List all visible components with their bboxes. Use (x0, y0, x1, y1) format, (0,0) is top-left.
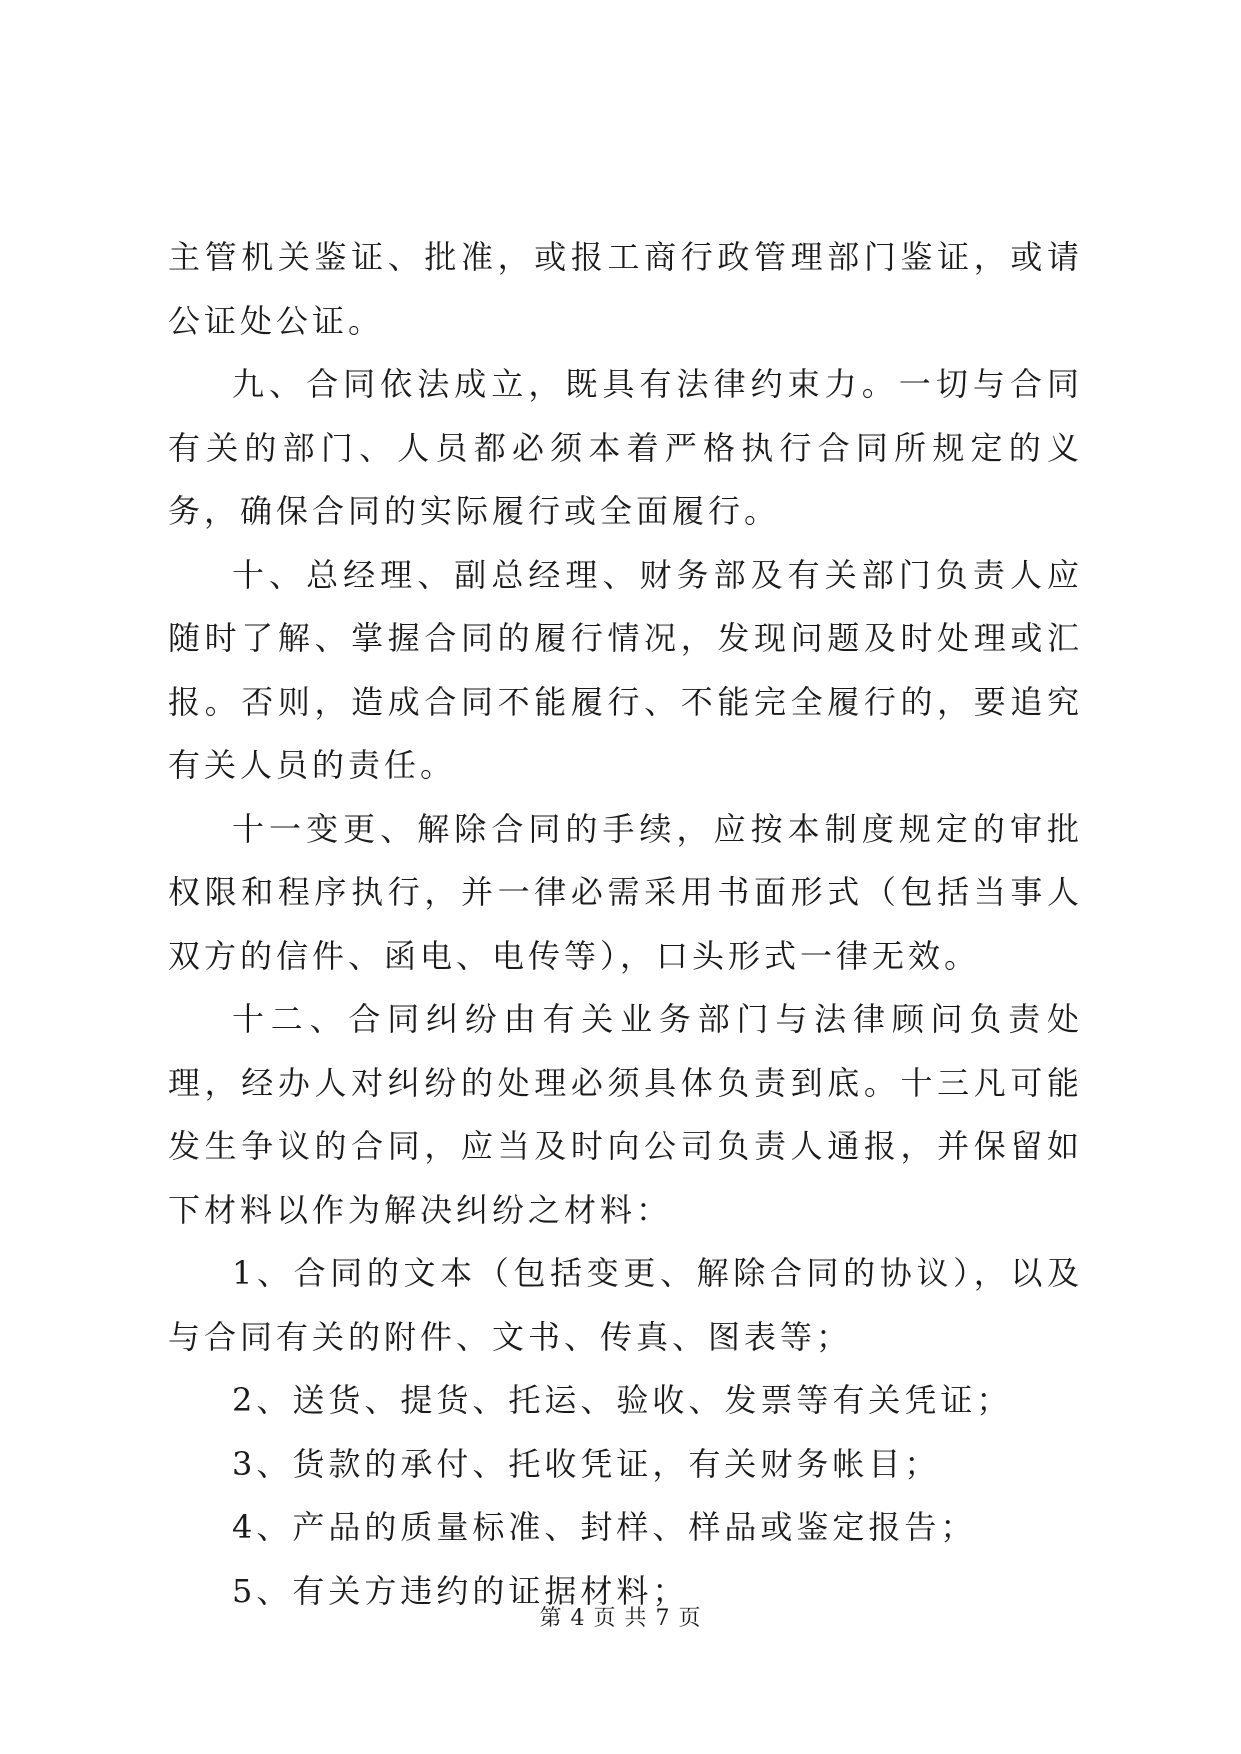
paragraph-clause-9: 九、合同依法成立，既具有法律约束力。一切与合同有关的部门、人员都必须本着严格执行合同所规定的义务，确保合同的实际履行或全面履行。 (168, 365, 1083, 530)
paragraph-clause-12: 十二、合同纠纷由有关业务部门与法律顾问负责处理，经办人对纠纷的处理必须具体负责到底。十三凡可能发生争议的合同，应当及时向公司负责人通报，并保留如下材料以作为解决纠纷之材料： (168, 1000, 1083, 1229)
list-item-5: 5、有关方违约的证据材料； (232, 1571, 689, 1610)
paragraph-continuation: 主管机关鉴证、批准，或报工商行政管理部门鉴证，或请公证处公证。 (168, 238, 1083, 340)
list-item-2: 2、送货、提货、托运、验收、发票等有关凭证； (232, 1381, 1013, 1419)
list-item-4: 4、产品的质量标准、封样、样品或鉴定报告； (232, 1508, 977, 1546)
paragraph-clause-11: 十一变更、解除合同的手续，应按本制度规定的审批权限和程序执行，并一律必需采用书面形式（包括当事人双方的信件、函电、电传等），口头形式一律无效。 (168, 809, 1083, 975)
paragraph-clause-10: 十、总经理、副总经理、财务部及有关部门负责人应随时了解、掌握合同的履行情况，发现问题及时处理或汇报。否则，造成合同不能履行、不能完全履行的，要追究有关人员的责任。 (168, 555, 1083, 784)
list-item-3: 3、货款的承付、托收凭证，有关财务帐目； (232, 1444, 941, 1483)
list-item-1: 1、合同的文本（包括变更、解除合同的协议），以及与合同有关的附件、文书、传真、图表等； (168, 1254, 1083, 1356)
page-number-footer: 第 4 页 共 7 页 (539, 1606, 702, 1631)
document-body (168, 226, 1083, 1623)
